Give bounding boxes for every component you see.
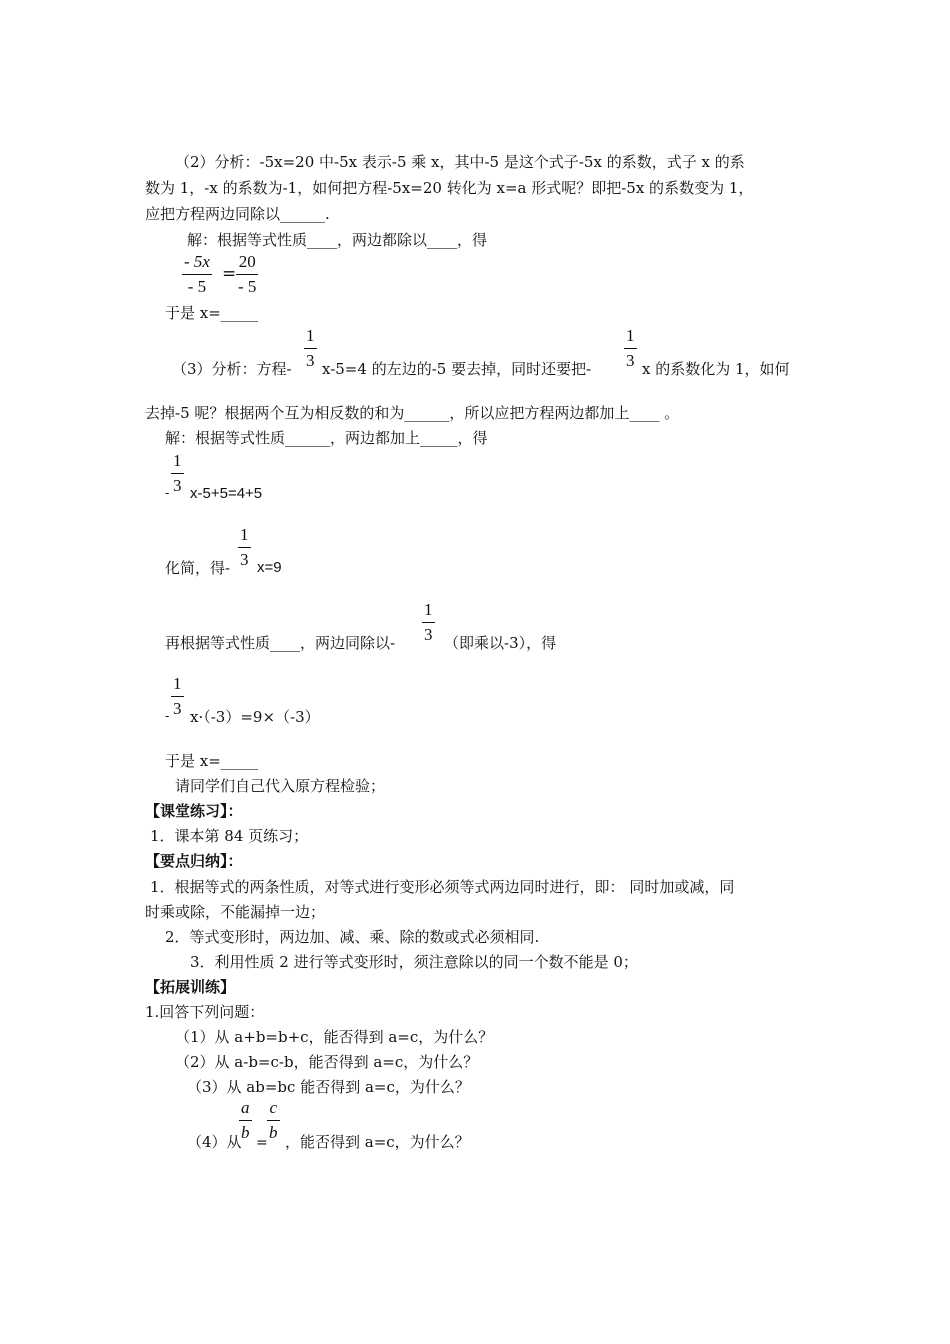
part2-equals-sign: = — [222, 264, 237, 284]
extension-question-2: （2）从 a-b=c-b，能否得到 a=c，为什么？ — [175, 1053, 479, 1071]
fraction-numerator: 1 — [173, 674, 182, 693]
part2-solve-line: 解：根据等式性质____，两边都除以____，得 — [187, 231, 488, 249]
part3-step3-fraction — [171, 674, 184, 719]
part3-again-suffix: （即乘以-3），得 — [444, 634, 557, 652]
fraction-denominator: 3 — [626, 351, 635, 370]
part3-analysis-line2: 去掉-5 呢？根据两个互为相反数的和为______，所以应把方程两边都加上____ 。 — [145, 404, 680, 422]
fraction-bar — [304, 348, 317, 349]
extension-fraction-c-over-b — [267, 1098, 280, 1143]
part3-step1-equation: x-5+5=4+5 — [190, 485, 263, 502]
extension-question-1: （1）从 a+b=b+c，能否得到 a=c，为什么？ — [175, 1028, 494, 1046]
part3-simplify-equation: x=9 — [257, 559, 282, 576]
part3-result-line: 于是 x=_____ — [165, 752, 259, 770]
fraction-numerator: 1 — [626, 326, 635, 345]
part2-analysis-line2: 数为 1，-x 的系数为-1，如何把方程-5x=20 转化为 x=a 形式呢？即把-5x 的系数变为 1， — [145, 179, 754, 197]
extension-equals-sign: = — [256, 1135, 268, 1151]
part2-analysis-line3: 应把方程两边同除以______. — [145, 205, 330, 223]
fraction-numerator: 1 — [424, 600, 433, 619]
extension-fraction-a-over-b — [239, 1098, 252, 1143]
fraction-denominator: 3 — [173, 476, 182, 495]
part3-fraction-one-third-b — [624, 326, 637, 371]
fraction-denominator: 3 — [240, 550, 249, 569]
part3-check-line: 请同学们自己代入原方程检验； — [175, 777, 386, 795]
part3-step3-minus: - — [165, 709, 170, 724]
fraction-bar — [267, 1120, 280, 1121]
summary-heading: 【要点归纳】： — [145, 852, 243, 870]
fraction-numerator: 1 — [173, 451, 182, 470]
fraction-denominator: b — [241, 1123, 250, 1142]
part2-result-line: 于是 x=_____ — [165, 304, 259, 322]
fraction-numerator: - 5x — [184, 252, 210, 271]
part3-solve-line: 解：根据等式性质______，两边都加上_____，得 — [165, 429, 488, 447]
part3-step1-minus: - — [165, 486, 170, 501]
fraction-bar — [236, 274, 258, 275]
fraction-numerator: a — [241, 1098, 250, 1117]
part3-again-fraction — [422, 600, 435, 645]
fraction-bar — [422, 622, 435, 623]
extension-question-4-suffix: ，能否得到 a=c，为什么？ — [285, 1133, 470, 1151]
part3-analysis-line1c: x 的系数化为 1，如何 — [642, 360, 790, 378]
fraction-denominator: 3 — [173, 699, 182, 718]
part3-step3-equation: x·（-3）=9×（-3） — [190, 708, 320, 726]
fraction-bar — [238, 547, 251, 548]
fraction-bar — [171, 696, 184, 697]
fraction-bar — [624, 348, 637, 349]
part2-analysis-line1: （2）分析：-5x=20 中-5x 表示-5 乘 x，其中-5 是这个式子-5x 的系数，式子 x 的系 — [175, 153, 745, 171]
summary-item-3: 3．利用性质 2 进行等式变形时，须注意除以的同一个数不能是 0； — [190, 953, 638, 971]
summary-item-1-line2: 时乘或除，不能漏掉一边； — [145, 903, 326, 921]
extension-question-4-prefix: （4）从 — [187, 1133, 242, 1151]
summary-item-2: 2．等式变形时，两边加、减、乘、除的数或式必须相同. — [165, 928, 540, 946]
part2-fraction-right — [236, 252, 258, 297]
fraction-denominator: - 5 — [187, 277, 207, 296]
fraction-bar — [171, 473, 184, 474]
part3-simplify-prefix: 化简，得- — [165, 559, 231, 577]
fraction-numerator: c — [269, 1098, 278, 1117]
part3-analysis-line1a: （3）分析：方程- — [172, 360, 292, 378]
extension-question-3: （3）从 ab=bc 能否得到 a=c，为什么？ — [187, 1078, 470, 1096]
extension-heading: 【拓展训练】 — [145, 978, 236, 996]
fraction-numerator: 1 — [306, 326, 315, 345]
part3-analysis-line1b: x-5=4 的左边的-5 要去掉，同时还要把- — [322, 360, 592, 378]
fraction-denominator: b — [269, 1123, 278, 1142]
part3-fraction-one-third-a — [304, 326, 317, 371]
practice-heading: 【课堂练习】： — [145, 802, 243, 820]
part3-simplify-fraction — [238, 525, 251, 570]
extension-intro: 1.回答下列问题： — [145, 1003, 265, 1021]
summary-item-1-line1: 1．根据等式的两条性质，对等式进行变形必须等式两边同时进行，即： 同时加或减，同 — [150, 878, 735, 896]
fraction-bar — [239, 1120, 252, 1121]
part3-step1-fraction — [171, 451, 184, 496]
part3-again-prefix: 再根据等式性质____，两边同除以- — [165, 634, 396, 652]
fraction-denominator: 3 — [306, 351, 315, 370]
fraction-bar — [182, 274, 212, 275]
fraction-denominator: 3 — [424, 625, 433, 644]
part2-fraction-left — [182, 252, 212, 297]
fraction-denominator: - 5 — [238, 277, 257, 296]
fraction-numerator: 1 — [240, 525, 249, 544]
fraction-numerator: 20 — [238, 252, 256, 271]
practice-item-1: 1．课本第 84 页练习； — [150, 827, 309, 845]
